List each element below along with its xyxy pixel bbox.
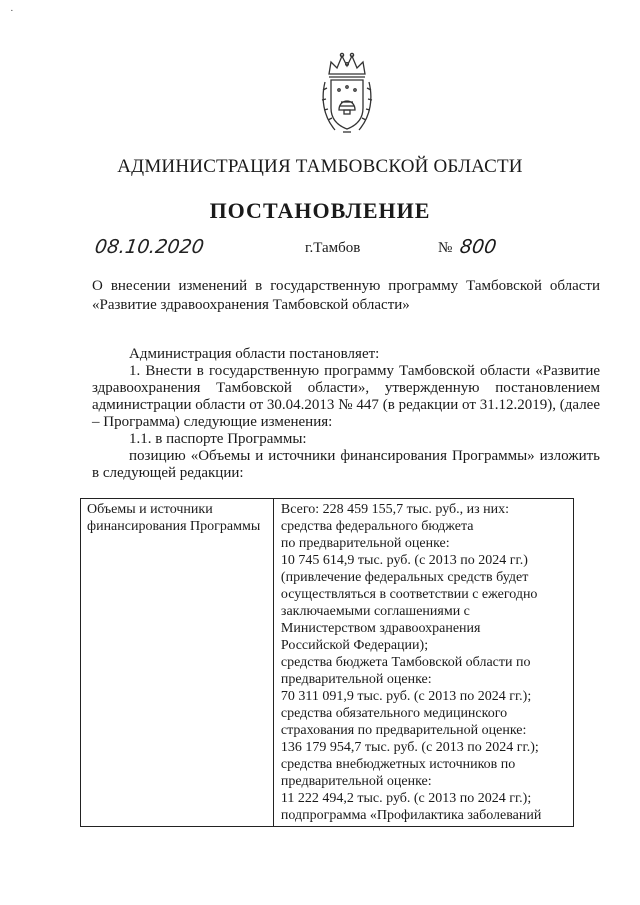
body-item-1: 1. Внести в государственную программу Тамбовской области «Развитие здравоохранения Тамбовской области», утвержденную постановлением администрации области от 30.04.2013 № 447 (в редакции от 31.12.2019), (далее – Программа) следующие изменения: (92, 363, 600, 430)
body-intro: Администрация области постановляет: (129, 346, 380, 362)
financing-table (80, 498, 574, 827)
table-line: средства федерального бюджета (280, 519, 474, 534)
page-mark: · (10, 5, 14, 17)
table-value-cell (273, 499, 573, 827)
table-line: Всего: 228 459 155,7 тыс. руб., из них: (280, 502, 510, 517)
table-line: средства бюджета Тамбовской области по (280, 655, 531, 670)
document-body (92, 346, 600, 482)
tambov-coat-of-arms-icon (319, 50, 375, 136)
table-line: предварительной оценке: (280, 672, 432, 687)
body-position: позицию «Объемы и источники финансирования Программы» изложить в следующей редакции: (92, 448, 600, 481)
organization-title: АДМИНИСТРАЦИЯ ТАМБОВСКОЙ ОБЛАСТИ (117, 156, 523, 177)
table-line: Министерством здравоохранения (280, 621, 481, 636)
table-line: 10 745 614,9 тыс. руб. (с 2013 по 2024 гг.) (280, 553, 528, 568)
number-sign: № (438, 240, 453, 256)
table-line: средства обязательного медицинского (280, 706, 508, 721)
table-line: по предварительной оценке: (280, 536, 450, 551)
table-line: заключаемыми соглашениями с (280, 604, 470, 619)
table-row (81, 499, 574, 827)
document-date: 08.10.2020 (93, 236, 206, 258)
table-line: подпрограмма «Профилактика заболеваний (280, 808, 542, 823)
table-line: осуществляться в соответствии с ежегодно (280, 587, 538, 602)
table-line: (привлечение федеральных средств будет (280, 570, 529, 585)
document-city: г.Тамбов (305, 240, 361, 256)
table-line: 70 311 091,9 тыс. руб. (с 2013 по 2024 гг.); (280, 689, 532, 704)
table-line: 136 179 954,7 тыс. руб. (с 2013 по 2024 гг.); (280, 740, 539, 755)
document-number: 800 (458, 236, 498, 258)
table-line: средства внебюджетных источников по (280, 757, 516, 772)
table-line: Российской Федерации); (280, 638, 429, 653)
document-type: ПОСТАНОВЛЕНИЕ (209, 198, 431, 223)
table-line: страхования по предварительной оценке: (280, 723, 527, 738)
body-item-1-1: 1.1. в паспорте Программы: (129, 431, 307, 447)
table-line: 11 222 494,2 тыс. руб. (с 2013 по 2024 гг.); (280, 791, 532, 806)
table-line: предварительной оценке: (280, 774, 432, 789)
table-label-cell: Объемы и источники финансирования Программы (81, 499, 274, 827)
document-subject: О внесении изменений в государственную программу Тамбовской области «Развитие здравоохранения Тамбовской области» (92, 278, 600, 313)
